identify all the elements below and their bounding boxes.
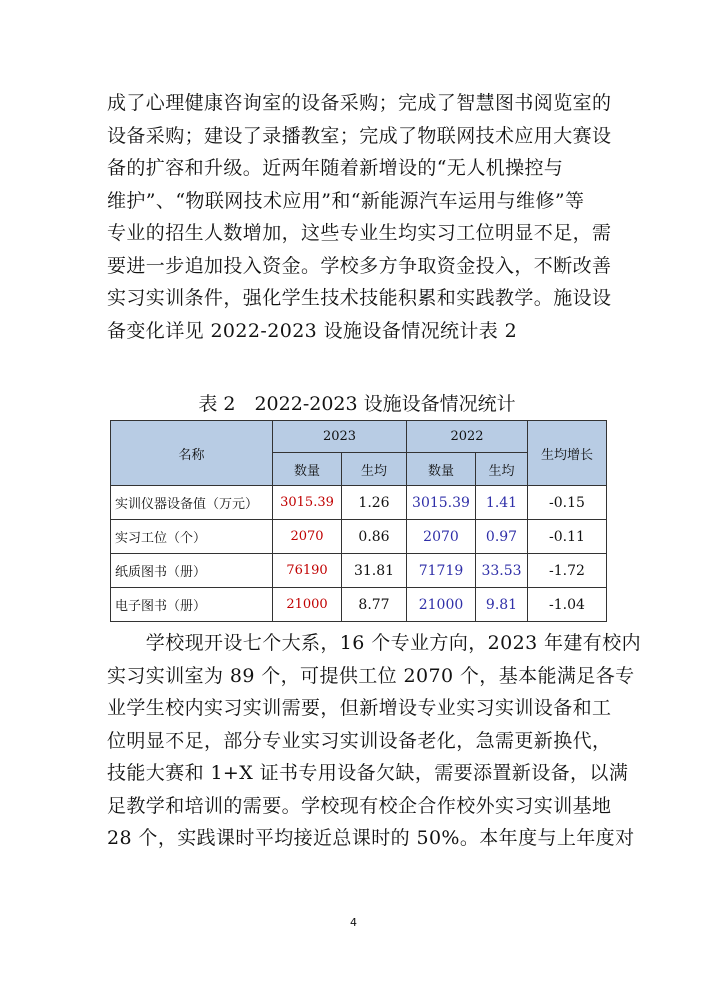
growth: -1.72 — [528, 554, 607, 588]
text-line: 备的扩容和升级。近两年随着新增设的“无人机操控与 — [107, 157, 564, 179]
table-row — [111, 520, 607, 554]
qty-2022: 71719 — [407, 554, 476, 588]
header-name: 名称 — [111, 421, 273, 486]
avg-2023: 1.26 — [342, 486, 407, 520]
text-line: 成了心理健康咨询室的设备采购；完成了智慧图书阅览室的 — [107, 92, 612, 114]
paragraph-2 — [107, 627, 642, 855]
text-line: 业学生校内实习实训需要，但新增设专业实习实训设备和工 — [107, 697, 612, 719]
avg-2022: 33.53 — [476, 554, 528, 588]
avg-2023: 8.77 — [342, 588, 407, 622]
facilities-table — [110, 420, 607, 622]
header-year-2022: 2022 — [407, 421, 528, 453]
row-name: 纸质图书（册） — [111, 554, 273, 588]
qty-2023: 3015.39 — [273, 486, 342, 520]
header-year-2023: 2023 — [273, 421, 407, 453]
table-caption: 表 2 2022-2023 设施设备情况统计 — [198, 393, 516, 415]
text-line: 学校现开设七个大系，16 个专业方向，2023 年建有校内 — [107, 632, 642, 654]
row-name: 实习工位（个） — [111, 520, 273, 554]
subheader-qty-2022: 数量 — [407, 453, 476, 486]
qty-2022: 2070 — [407, 520, 476, 554]
qty-2023: 21000 — [273, 588, 342, 622]
paragraph-1 — [107, 87, 612, 347]
growth: -0.11 — [528, 520, 607, 554]
text-line: 实习实训室为 89 个，可提供工位 2070 个，基本能满足各专 — [107, 664, 635, 687]
subheader-avg-2022: 生均 — [476, 453, 528, 486]
text-line: 维护”、“物联网技术应用”和“新能源汽车运用与维修”等 — [107, 189, 585, 212]
text-line: 足教学和培训的需要。学校现有校企合作校外实习实训基地 — [107, 794, 612, 817]
table-row — [111, 588, 607, 622]
text-line: 技能大赛和 1+X 证书专用设备欠缺，需要添置新设备，以满 — [107, 762, 629, 784]
row-name: 电子图书（册） — [111, 588, 273, 622]
text-line: 28 个，实践课时平均接近总课时的 50%。本年度与上年度对 — [107, 827, 635, 849]
text-line: 要进一步追加投入资金。学校多方争取资金投入，不断改善 — [107, 254, 612, 277]
qty-2023: 2070 — [273, 520, 342, 554]
qty-2022: 21000 — [407, 588, 476, 622]
avg-2023: 31.81 — [342, 554, 407, 588]
text-line: 位明显不足，部分专业实习实训设备老化，急需更新换代， — [107, 729, 612, 752]
table-row — [111, 486, 607, 520]
qty-2023: 76190 — [273, 554, 342, 588]
growth: -0.15 — [528, 486, 607, 520]
avg-2022: 1.41 — [476, 486, 528, 520]
header-growth: 生均增长 — [528, 421, 607, 486]
qty-2022: 3015.39 — [407, 486, 476, 520]
page-number: 4 — [350, 916, 357, 929]
text-line: 备变化详见 2022-2023 设施设备情况统计表 2 — [107, 319, 518, 342]
text-line: 实习实训条件，强化学生技术技能积累和实践教学。施设设 — [107, 287, 612, 309]
avg-2023: 0.86 — [342, 520, 407, 554]
avg-2022: 0.97 — [476, 520, 528, 554]
text-line: 设备采购；建设了录播教室；完成了物联网技术应用大赛设 — [107, 124, 612, 147]
row-name: 实训仪器设备值（万元） — [111, 486, 273, 520]
text-line: 专业的招生人数增加，这些专业生均实习工位明显不足，需 — [107, 222, 612, 244]
subheader-avg-2023: 生均 — [342, 453, 407, 486]
subheader-qty-2023: 数量 — [273, 453, 342, 486]
table-row — [111, 554, 607, 588]
avg-2022: 9.81 — [476, 588, 528, 622]
growth: -1.04 — [528, 588, 607, 622]
